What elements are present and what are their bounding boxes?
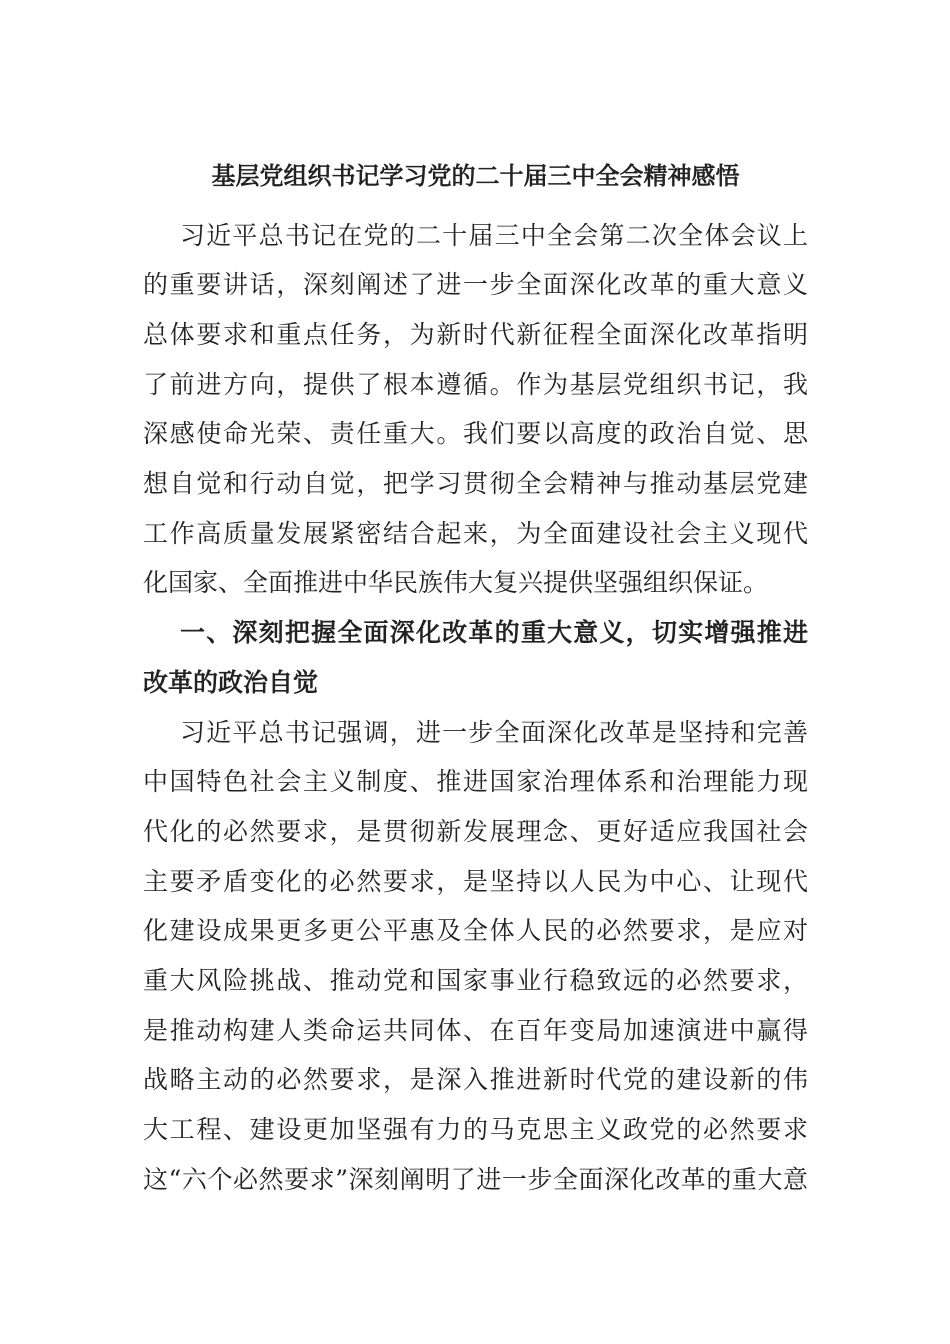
paragraph-line: 是推动构建人类命运共同体、在百年变局加速演进中赢得 — [143, 1016, 808, 1045]
paragraph-line: 这“六个必然要求”深刻阐明了进一步全面深化改革的重大意 — [143, 1165, 808, 1194]
paragraph-line: 代化的必然要求，是贯彻新发展理念、更好适应我国社会 — [143, 817, 808, 846]
paragraph-line: 主要矛盾变化的必然要求，是坚持以人民为中心、让现代 — [143, 867, 808, 896]
paragraph-line: 习近平总书记强调，进一步全面深化改革是坚持和完善 — [180, 718, 808, 747]
paragraph-line: 化建设成果更多更公平惠及全体人民的必然要求，是应对 — [143, 916, 808, 945]
paragraph-line: 了前进方向，提供了根本遵循。作为基层党组织书记，我 — [143, 370, 808, 399]
paragraph-line: 中国特色社会主义制度、推进国家治理体系和治理能力现 — [143, 767, 808, 796]
paragraph-line: 总体要求和重点任务，为新时代新征程全面深化改革指明 — [143, 320, 808, 349]
section-heading-line: 一、深刻把握全面深化改革的重大意义，切实增强推进 — [180, 618, 808, 647]
paragraph-line: 习近平总书记在党的二十届三中全会第二次全体会议上 — [180, 221, 808, 250]
paragraph-line: 的重要讲话，深刻阐述了进一步全面深化改革的重大意义 — [143, 270, 808, 299]
paragraph-line: 战略主动的必然要求，是深入推进新时代党的建设新的伟 — [143, 1065, 808, 1094]
paragraph-line: 化国家、全面推进中华民族伟大复兴提供坚强组织保证。 — [143, 568, 769, 597]
paragraph-line: 工作高质量发展紧密结合起来，为全面建设社会主义现代 — [143, 519, 808, 548]
section-heading-line: 改革的政治自觉 — [143, 668, 319, 697]
paragraph-line: 想自觉和行动自觉，把学习贯彻全会精神与推动基层党建 — [143, 469, 808, 498]
document-title: 基层党组织书记学习党的二十届三中全会精神感悟 — [211, 162, 740, 190]
paragraph-line: 大工程、建设更加坚强有力的马克思主义政党的必然要求 — [143, 1115, 808, 1144]
paragraph-line: 深感使命光荣、责任重大。我们要以高度的政治自觉、思 — [143, 419, 808, 448]
paragraph-line: 重大风险挑战、推动党和国家事业行稳致远的必然要求， — [143, 966, 808, 995]
